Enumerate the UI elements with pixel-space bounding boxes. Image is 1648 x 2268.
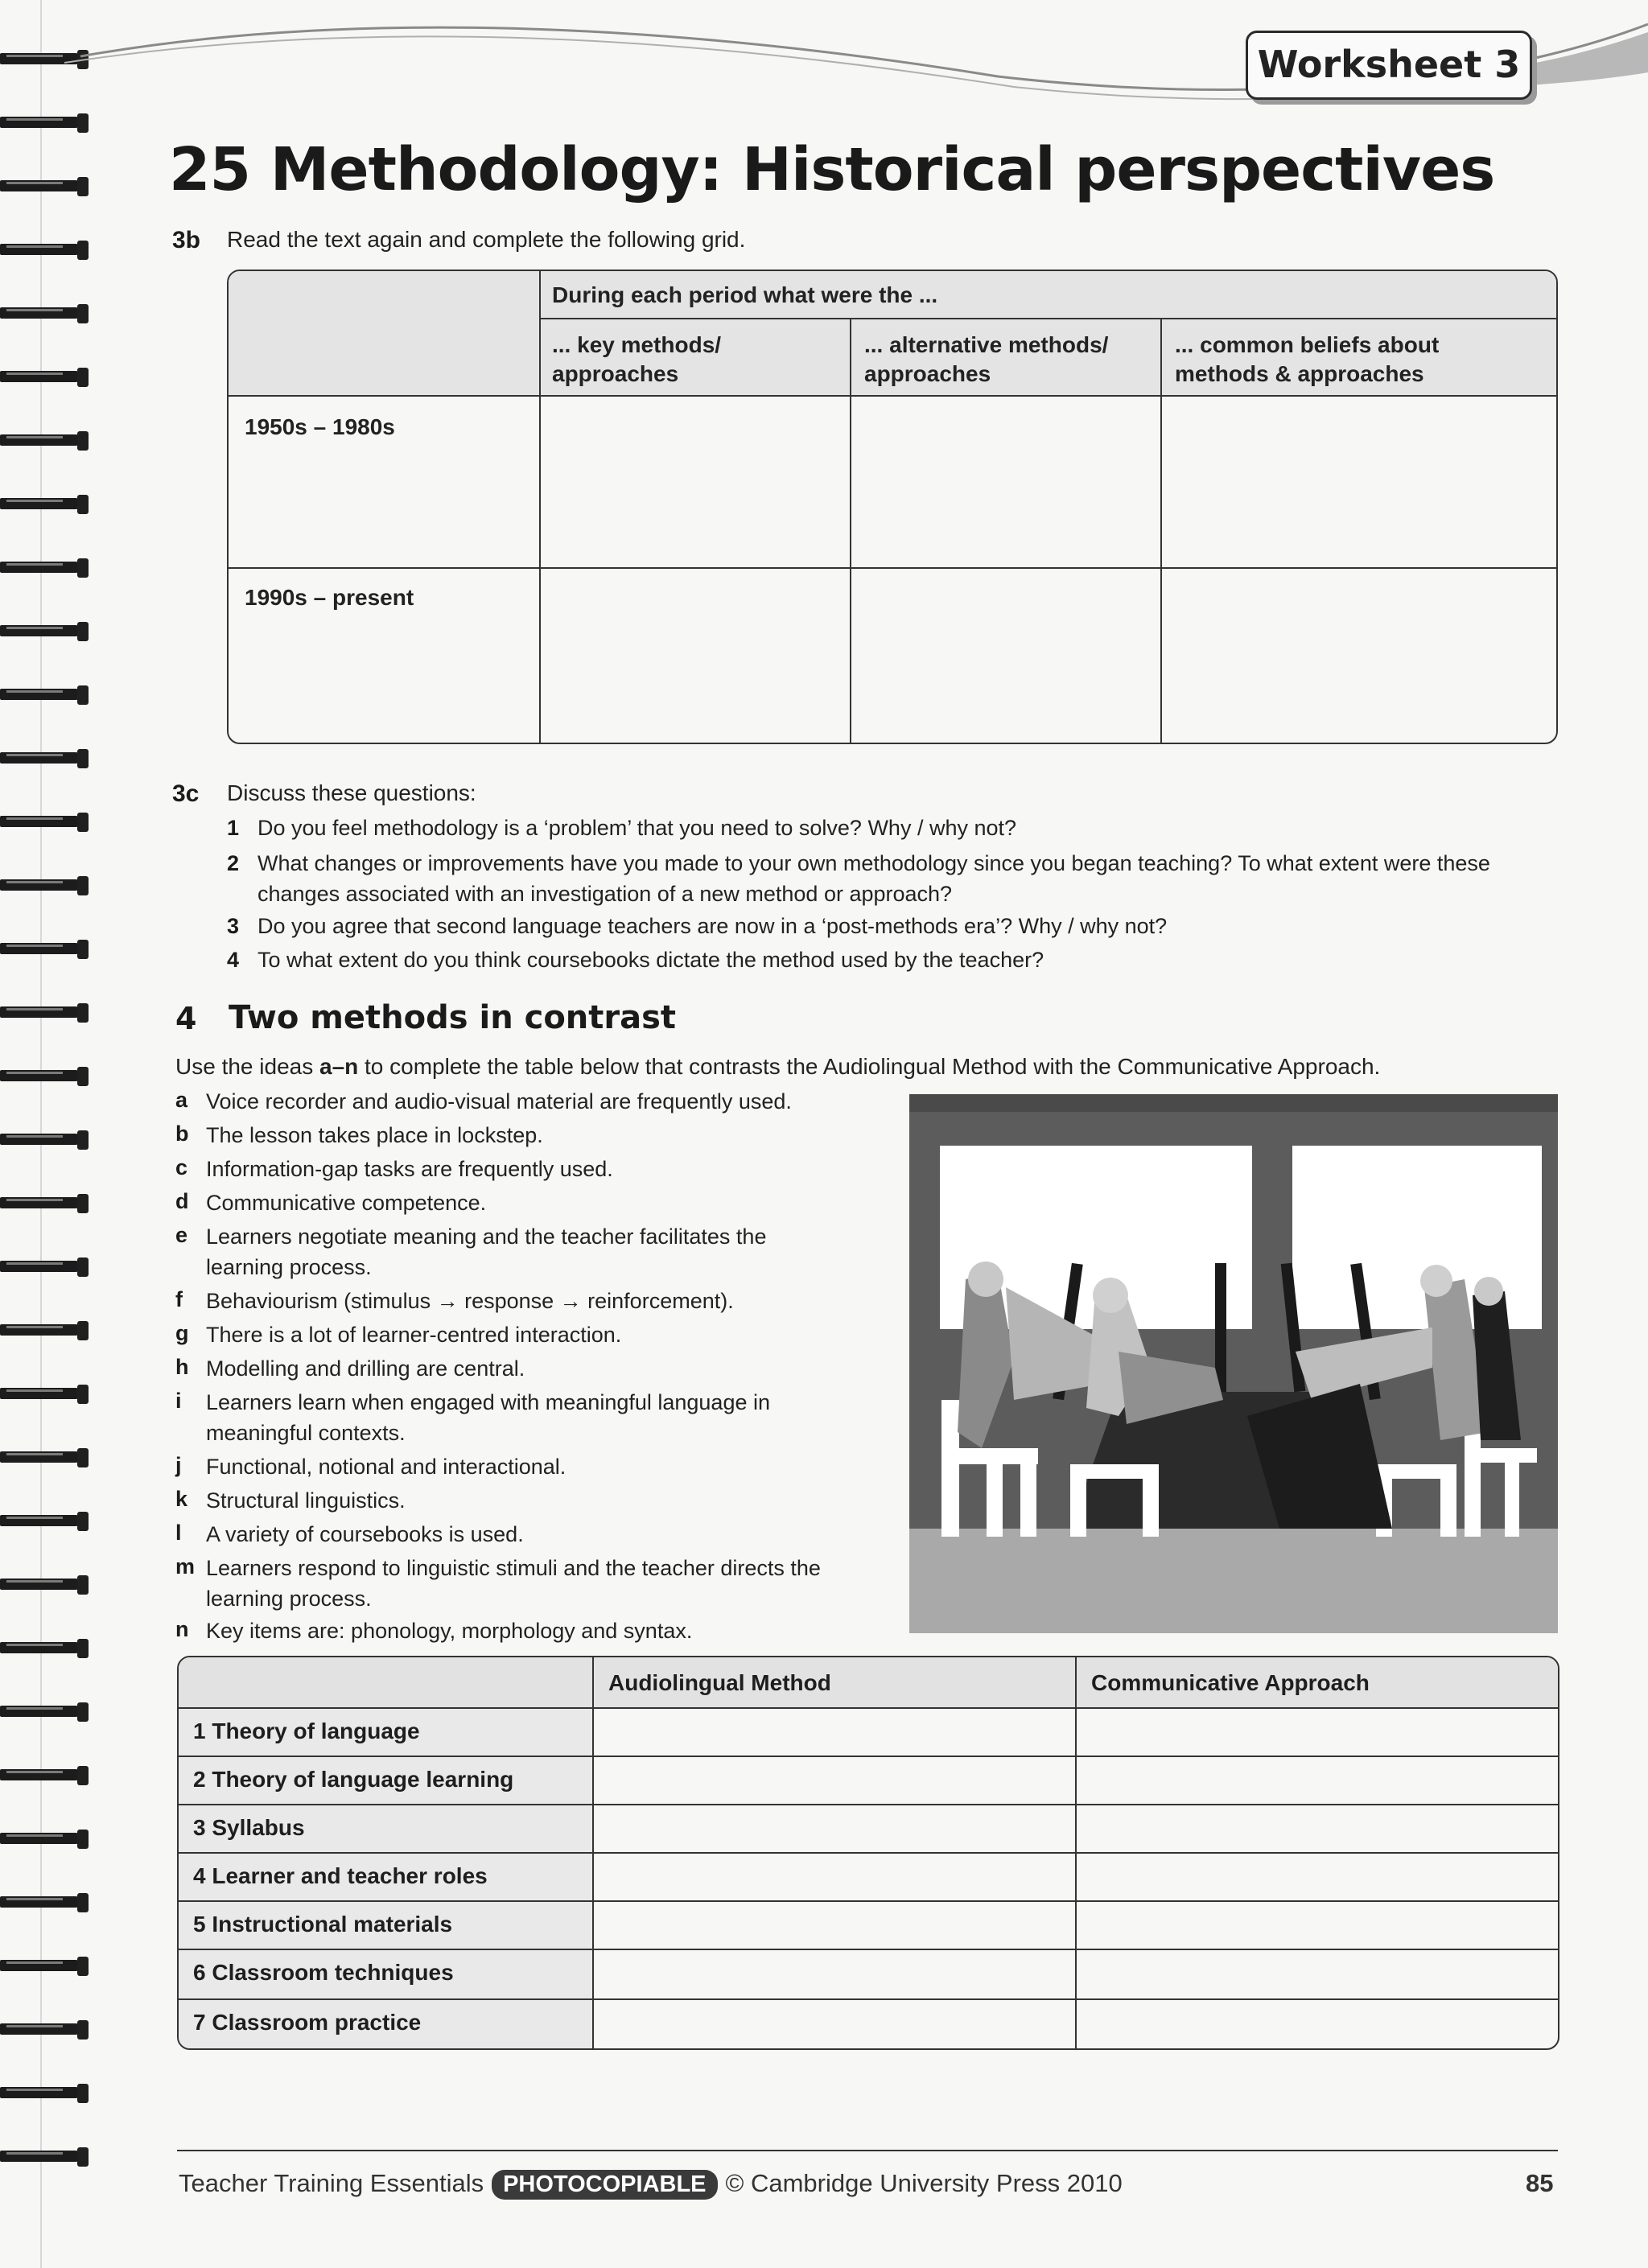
- idea-letter: f: [175, 1287, 183, 1311]
- question-number: 3: [227, 914, 240, 938]
- footer: [179, 2169, 1123, 2200]
- question-text: To what extent do you think coursebooks dictate the method used by the teacher?: [258, 948, 1044, 972]
- grid-row-header: 1990s – present: [245, 585, 414, 610]
- binding-ring: [0, 1256, 90, 1280]
- idea-text: Modelling and drilling are central.: [206, 1356, 525, 1381]
- section-4-instruction: [175, 1054, 1380, 1080]
- question-text: Do you agree that second language teachers are now in a ‘post-methods era’? Why / why not?: [258, 914, 1168, 938]
- idea-text: The lesson takes place in lockstep.: [206, 1123, 543, 1147]
- binding-ring: [0, 1129, 90, 1153]
- binding-ring: [0, 430, 90, 454]
- table-row-label: 6 Classroom techniques: [193, 1960, 454, 1985]
- binding-ring: [0, 1002, 90, 1026]
- binding-ring: [0, 938, 90, 962]
- binding-ring: [0, 620, 90, 644]
- instruction-range: a–n: [319, 1054, 359, 1079]
- grid-divider: [1160, 319, 1162, 743]
- table-row-label: 2 Theory of language learning: [193, 1767, 514, 1792]
- question-text: What changes or improvements have you made to your own methodology since you began teaching? To what extent were these changes associated with an investigation of a new method or approach?: [258, 851, 1490, 906]
- idea-text: There is a lot of learner-centred interaction.: [206, 1323, 622, 1347]
- binding-ring: [0, 684, 90, 708]
- binding-ring: [0, 1510, 90, 1534]
- binding-ring: [0, 493, 90, 517]
- table-divider: [179, 1756, 1558, 1757]
- binding-ring: [0, 1637, 90, 1661]
- idea-letter: n: [175, 1617, 189, 1641]
- grid-group-header: During each period what were the ...: [552, 282, 938, 307]
- page-title: 25 Methodology: Historical perspectives: [169, 135, 1495, 204]
- idea-text: Communicative competence.: [206, 1191, 487, 1215]
- footer-book: Teacher Training Essentials: [179, 2169, 484, 2197]
- idea-letter: a: [175, 1088, 188, 1112]
- idea-text: Behaviourism (stimulus → response → reinforcement).: [206, 1289, 734, 1313]
- table-row-label: 1 Theory of language: [193, 1718, 420, 1743]
- footer-copyright: © Cambridge University Press 2010: [725, 2169, 1123, 2197]
- binding-ring: [0, 175, 90, 200]
- footer-rule: [177, 2150, 1558, 2151]
- worksheet-tab: Worksheet 3: [1246, 31, 1532, 100]
- section-3b-number: 3b: [172, 227, 201, 253]
- section-3c-number: 3c: [172, 780, 200, 807]
- section-3b-instruction: Read the text again and complete the following grid.: [227, 227, 746, 252]
- idea-letter: k: [175, 1487, 188, 1511]
- binding-ring: [0, 1192, 90, 1216]
- idea-text: Learners negotiate meaning and the teacher facilitates the learning process.: [206, 1225, 767, 1279]
- idea-letter: l: [175, 1521, 182, 1545]
- binding-ring: [0, 1447, 90, 1471]
- grid-row-header: 1950s – 1980s: [245, 414, 395, 439]
- instruction-part: to complete the table below that contrasts the Audiolingual Method with the Communicative Approach.: [358, 1054, 1381, 1079]
- binding-ring: [0, 1701, 90, 1725]
- idea-letter: h: [175, 1355, 189, 1379]
- section-4-title: Two methods in contrast: [229, 999, 677, 1036]
- idea-letter: e: [175, 1223, 188, 1247]
- classroom-illustration: [909, 1094, 1558, 1633]
- table-row-label: 4 Learner and teacher roles: [193, 1863, 488, 1888]
- binding-ring: [0, 1891, 90, 1916]
- binding-ring: [0, 1764, 90, 1788]
- table-col-header: Communicative Approach: [1091, 1670, 1370, 1695]
- binding-ring: [0, 1065, 90, 1089]
- binding-ring: [0, 1955, 90, 1979]
- spiral-binding: [0, 48, 97, 2221]
- question-number: 1: [227, 816, 240, 840]
- binding-ring: [0, 303, 90, 327]
- grid-col-header: ... alternative methods/ approaches: [864, 332, 1109, 386]
- table-divider: [179, 1900, 1558, 1902]
- grid-col-header: ... common beliefs about methods & approaches: [1175, 332, 1440, 386]
- grid-col-header: ... key methods/ approaches: [552, 332, 722, 386]
- binding-ring: [0, 875, 90, 899]
- idea-letter: m: [175, 1554, 196, 1579]
- binding-ring: [0, 2019, 90, 2043]
- table-row-label: 5 Instructional materials: [193, 1912, 453, 1937]
- grid-divider: [229, 395, 1556, 397]
- binding-ring: [0, 112, 90, 136]
- binding-ring: [0, 2082, 90, 2106]
- table-divider: [179, 1707, 1558, 1709]
- period-grid: [227, 270, 1558, 744]
- section-4-number: 4: [175, 1001, 197, 1036]
- idea-letter: d: [175, 1189, 189, 1213]
- section-3c-instruction: Discuss these questions:: [227, 780, 476, 805]
- idea-letter: b: [175, 1122, 189, 1146]
- table-row-label: 3 Syllabus: [193, 1815, 305, 1840]
- binding-ring: [0, 1319, 90, 1344]
- binding-ring: [0, 1828, 90, 1852]
- table-divider: [179, 1852, 1558, 1854]
- contrast-table: [177, 1656, 1559, 2050]
- table-divider: [179, 1804, 1558, 1805]
- idea-text: Voice recorder and audio-visual material are frequently used.: [206, 1089, 792, 1113]
- idea-text: Structural linguistics.: [206, 1488, 406, 1513]
- binding-ring: [0, 747, 90, 772]
- binding-ring: [0, 1574, 90, 1598]
- idea-letter: c: [175, 1155, 188, 1179]
- grid-divider: [539, 271, 541, 743]
- question-text: Do you feel methodology is a ‘problem’ that you need to solve? Why / why not?: [258, 816, 1017, 840]
- instruction-part: Use the ideas: [175, 1054, 319, 1079]
- idea-text: A variety of coursebooks is used.: [206, 1522, 524, 1546]
- idea-text: Key items are: phonology, morphology and syntax.: [206, 1619, 693, 1643]
- idea-letter: g: [175, 1321, 189, 1345]
- binding-ring: [0, 811, 90, 835]
- table-row-label: 7 Classroom practice: [193, 2010, 422, 2035]
- idea-text: Functional, notional and interactional.: [206, 1455, 566, 1479]
- page-number: 85: [1526, 2169, 1554, 2197]
- idea-letter: j: [175, 1453, 182, 1477]
- binding-ring: [0, 557, 90, 581]
- table-col-header: Audiolingual Method: [608, 1670, 831, 1695]
- photocopiable-badge: PHOTOCOPIABLE: [492, 2170, 717, 2200]
- grid-divider: [539, 318, 1556, 319]
- binding-ring: [0, 1383, 90, 1407]
- idea-letter: i: [175, 1389, 182, 1413]
- question-number: 4: [227, 948, 240, 972]
- table-divider: [179, 1998, 1558, 2000]
- table-divider: [179, 1949, 1558, 1950]
- idea-text: Learners learn when engaged with meaningful language in meaningful contexts.: [206, 1390, 770, 1445]
- idea-text: Information-gap tasks are frequently used.: [206, 1157, 613, 1181]
- grid-divider: [229, 567, 1556, 569]
- grid-divider: [850, 319, 851, 743]
- binding-ring: [0, 239, 90, 263]
- binding-ring: [0, 2146, 90, 2170]
- binding-ring: [0, 366, 90, 390]
- idea-text: Learners respond to linguistic stimuli and the teacher directs the learning process.: [206, 1556, 821, 1611]
- question-number: 2: [227, 851, 240, 875]
